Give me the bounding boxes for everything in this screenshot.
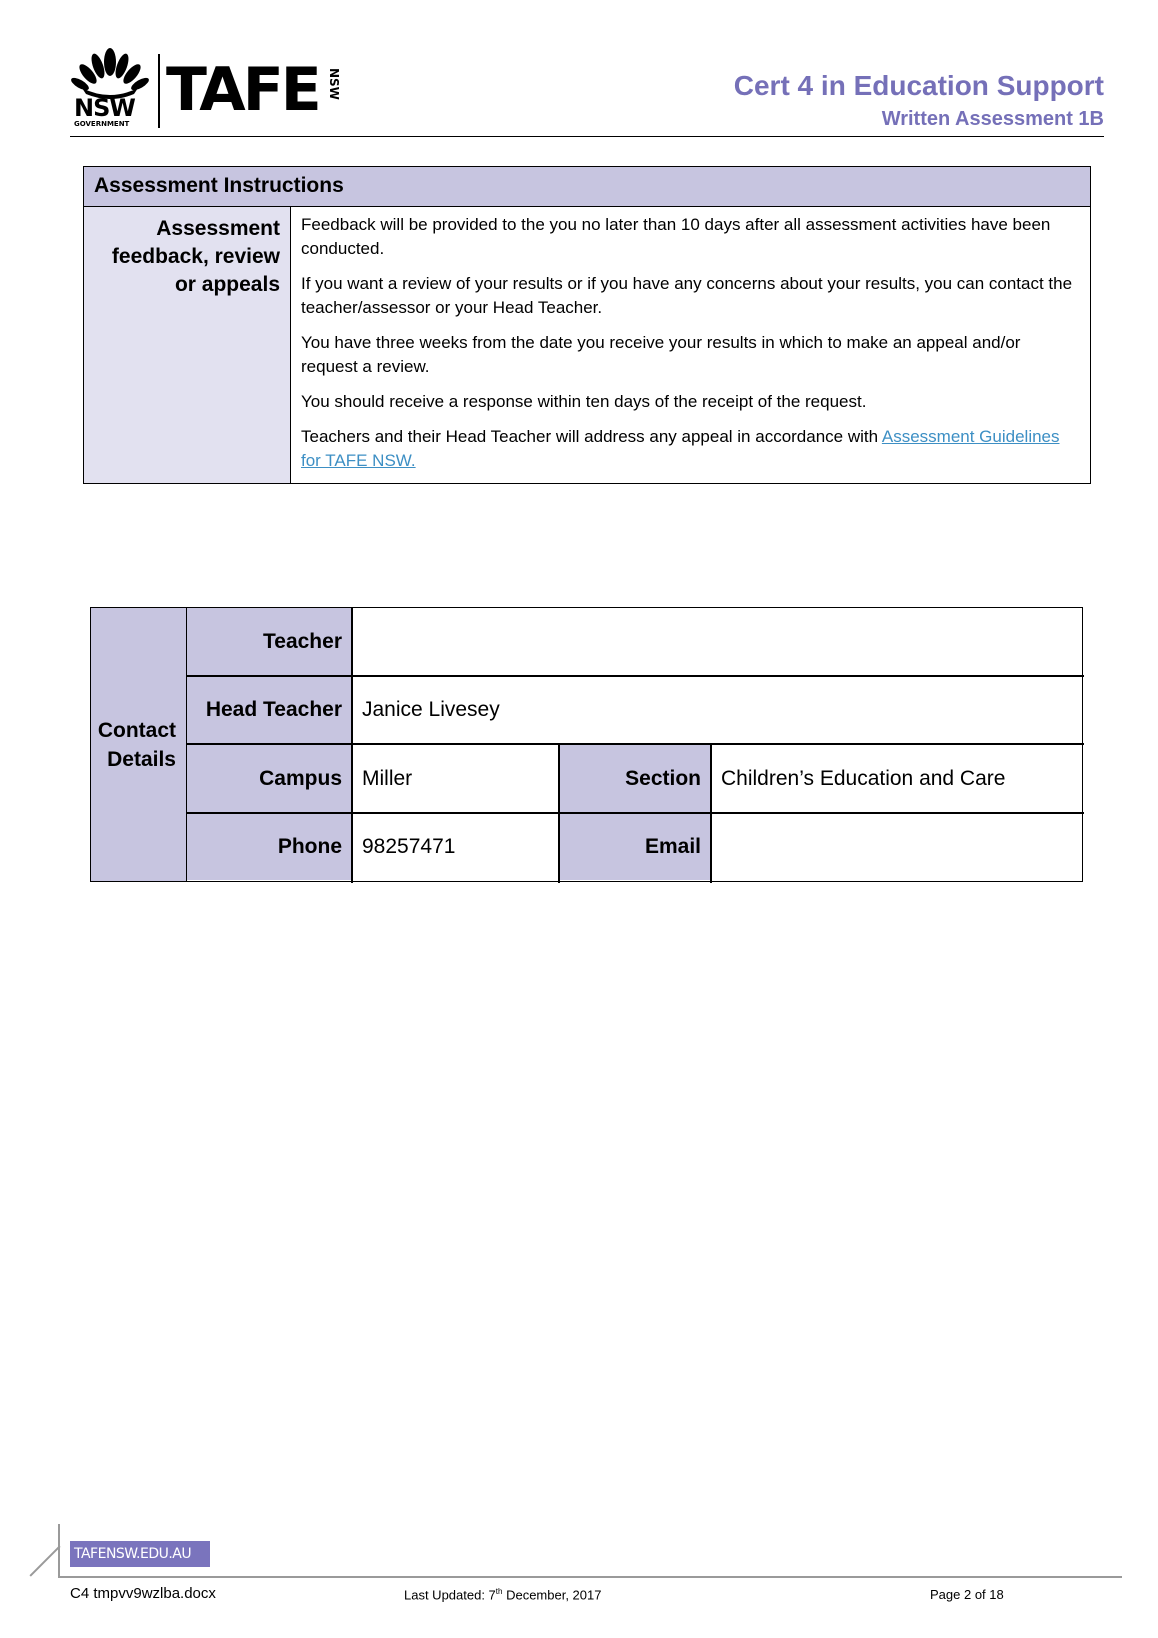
footer-last-updated — [404, 1587, 601, 1602]
label-line: or appeals — [174, 273, 280, 296]
tafe-logo-text: TAFE — [166, 55, 319, 125]
assessment-instructions-table — [83, 166, 1091, 484]
logo — [70, 44, 350, 128]
section-label: Section — [559, 744, 711, 813]
campus-label: Campus — [187, 744, 352, 813]
updated-suffix: December, 2017 — [502, 1587, 602, 1603]
contact-details-table — [90, 607, 1083, 882]
guidelines-paragraph — [301, 425, 1080, 473]
assessment-guidelines-link[interactable]: Assessment Guidelines for TAFE NSW. — [301, 427, 1060, 470]
government-logo-text: GOVERNMENT — [74, 120, 130, 128]
tafe-nsw-logo-text: NSW — [327, 68, 341, 100]
instructions-row-label — [84, 207, 291, 483]
head-teacher-value: Janice Livesey — [352, 676, 1081, 744]
table-divider — [558, 744, 560, 883]
head-teacher-label: Head Teacher — [187, 676, 352, 744]
instructions-content — [291, 207, 1090, 483]
feedback-paragraph: Feedback will be provided to the you no later than 10 days after all assessment activities have been conducted. — [301, 215, 1051, 258]
teacher-value — [352, 608, 1081, 676]
section-value: Children’s Education and Care — [711, 744, 1081, 813]
phone-value: 98257471 — [352, 813, 559, 880]
footer-rule — [58, 1576, 1122, 1578]
updated-ordinal: th — [495, 1587, 503, 1596]
document-subtitle: Written Assessment 1B — [881, 108, 1104, 130]
page-header — [70, 40, 1104, 137]
label-line: Assessment — [156, 217, 280, 240]
teacher-label: Teacher — [187, 608, 352, 676]
table-divider — [710, 744, 712, 883]
label-line: Details — [107, 747, 176, 771]
document-title: Cert 4 in Education Support — [733, 70, 1104, 101]
appeal-period-paragraph: You have three weeks from the date you receive your results in which to make an appeal and/or request a review. — [301, 333, 1021, 376]
label-line: Contact — [97, 718, 176, 742]
instructions-heading: Assessment Instructions — [84, 167, 1090, 207]
table-divider — [187, 675, 1084, 677]
response-paragraph: You should receive a response within ten days of the receipt of the request. — [301, 392, 867, 411]
phone-label: Phone — [187, 813, 352, 880]
email-label: Email — [559, 813, 711, 880]
footer-corner-line — [58, 1524, 60, 1576]
updated-prefix: Last Updated: 7 — [404, 1587, 496, 1603]
table-divider — [351, 608, 353, 883]
footer-corner-diagonal — [29, 1546, 60, 1577]
campus-value: Miller — [352, 744, 559, 813]
footer-filename: C4 tmpvv9wzlba.docx — [70, 1585, 216, 1602]
guidelines-text: Teachers and their Head Teacher will address any appeal in accordance with — [301, 427, 882, 446]
instructions-row — [84, 207, 1090, 483]
contact-details-label — [91, 608, 187, 881]
review-paragraph: If you want a review of your results or if you have any concerns about your results, you can contact the teacher/assessor or your Head Teacher. — [301, 274, 1073, 317]
footer-page-number: Page 2 of 18 — [930, 1587, 1004, 1602]
nsw-logo-text: NSW — [74, 94, 135, 122]
table-divider — [187, 743, 1084, 745]
tafe-website-badge: TAFENSW.EDU.AU — [70, 1541, 210, 1567]
logo-divider — [158, 54, 160, 128]
table-divider — [187, 812, 1084, 814]
label-line: feedback, review — [111, 245, 280, 268]
email-value — [711, 813, 1081, 880]
